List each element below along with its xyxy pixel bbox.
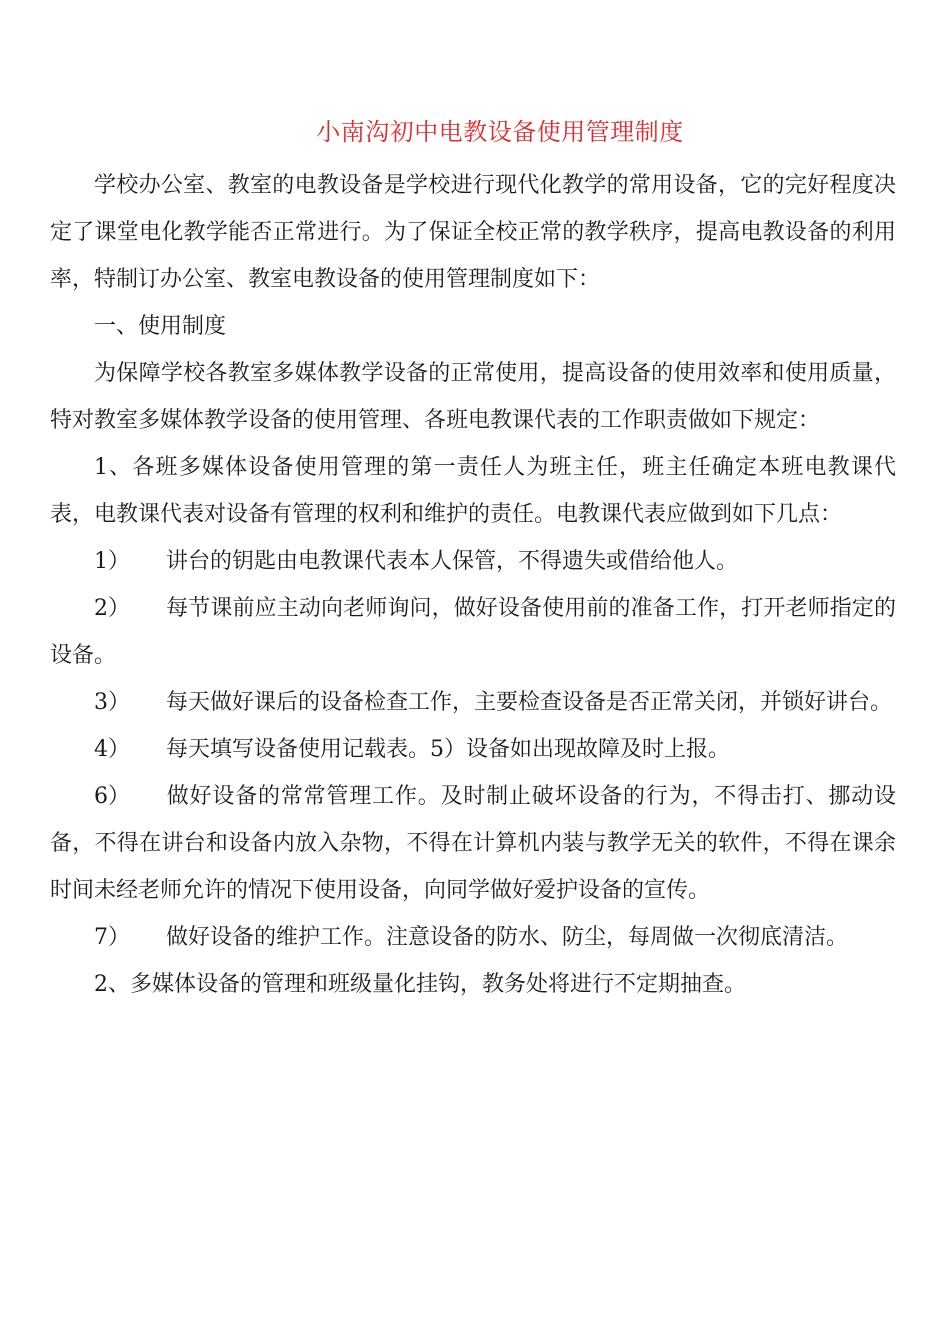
paragraph-text: 做好设备的维护工作。注意设备的防水、防尘，每周做一次彻底清洁。 [166, 925, 849, 950]
paragraph-text: 学校办公室、教室的电教设备是学校进行现代化教学的常用设备，它的完好程度决定了课堂电化教学能否正常进行。为了保证全校正常的教学秩序，提高电教设备的利用率，特制订办公室、教室电教设备的使用管理制度如下： [50, 173, 896, 292]
paragraph-text: 为保障学校各教室多媒体教学设备的正常使用，提高设备的使用效率和使用质量，特对教室多媒体教学设备的使用管理、各班电教课代表的工作职责做如下规定： [50, 361, 896, 433]
paragraph-text: 一、使用制度 [94, 314, 227, 339]
paragraph-text: 讲台的钥匙由电教课代表本人保管，不得遗失或借给他人。 [166, 549, 739, 574]
list-item [50, 726, 896, 773]
document-body [50, 162, 896, 1008]
list-number: 3） [94, 690, 130, 715]
list-item [50, 538, 896, 585]
paragraph-text: 每天做好课后的设备检查工作，主要检查设备是否正常关闭，并锁好讲台。 [166, 690, 893, 715]
paragraph-rule-2 [50, 961, 896, 1008]
list-number: 7） [94, 925, 130, 950]
list-item [50, 585, 896, 679]
paragraph-text: 2、多媒体设备的管理和班级量化挂钩，教务处将进行不定期抽查。 [94, 972, 746, 997]
list-item [50, 679, 896, 726]
paragraph-rule-1 [50, 444, 896, 538]
paragraph-purpose [50, 350, 896, 444]
list-item [50, 773, 896, 914]
list-number: 4） [94, 737, 130, 762]
list-number: 1） [94, 549, 130, 574]
section-heading [50, 303, 896, 350]
paragraph-intro [50, 162, 896, 303]
document-title: 小南沟初中电教设备使用管理制度 [316, 118, 684, 146]
paragraph-text: 做好设备的常常管理工作。及时制止破坏设备的行为，不得击打、挪动设备，不得在讲台和设备内放入杂物，不得在计算机内装与教学无关的软件，不得在课余时间未经老师允许的情况下使用设备，向同学做好爱护设备的宣传。 [50, 784, 896, 903]
list-item [50, 914, 896, 961]
paragraph-text: 每节课前应主动向老师询问，做好设备使用前的准备工作，打开老师指定的设备。 [50, 596, 896, 668]
list-number: 6） [94, 784, 130, 809]
list-number: 2） [94, 596, 130, 621]
paragraph-text: 每天填写设备使用记载表。5）设备如出现故障及时上报。 [166, 737, 730, 762]
paragraph-text: 1、各班多媒体设备使用管理的第一责任人为班主任，班主任确定本班电教课代表，电教课代表对设备有管理的权利和维护的责任。电教课代表应做到如下几点： [50, 455, 896, 527]
